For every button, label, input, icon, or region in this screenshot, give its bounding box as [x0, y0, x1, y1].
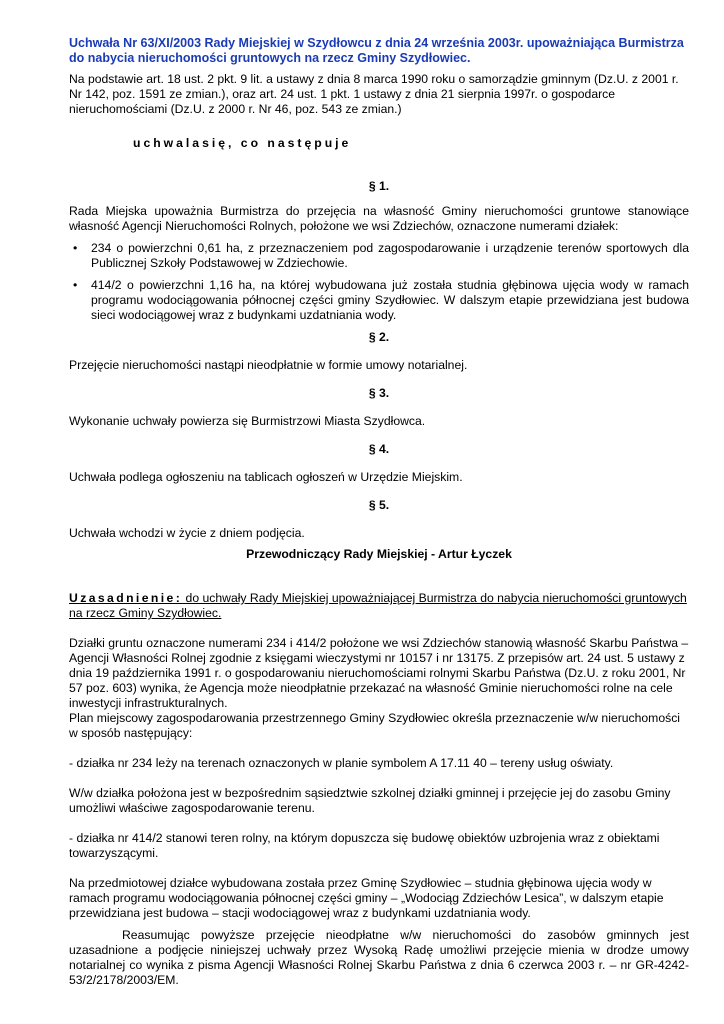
justification-heading	[69, 591, 689, 621]
document-title: Uchwała Nr 63/XI/2003 Rady Miejskiej w Szydłowcu z dnia 24 września 2003r. upoważniająca Burmistrza do nabycia nieruchomości gruntowych na rzecz Gminy Szydłowiec.	[69, 36, 684, 65]
resolves-heading: uchwalasię, co następuje	[133, 136, 352, 150]
section-3-heading: § 3.	[368, 386, 390, 400]
justification-subtitle: do uchwały Rady Miejskiej upoważniającej Burmistrza do nabycia nieruchomości gruntowych na rzecz Gminy Szydłowiec.	[69, 591, 687, 620]
bullet-icon: •	[73, 278, 78, 292]
parcel-list	[69, 241, 689, 323]
section-4-text: Uchwała podlega ogłoszeniu na tablicach ogłoszeń w Urzędzie Miejskim.	[69, 470, 463, 484]
parcel-item-text: 414/2 o powierzchni 1,16 ha, na której wybudowana już została studnia głębinowa ujęcia wody w ramach programu wodociągowania północnej części gminy Szydłowiec. W dalszym etapie przewidziana jest budowa sieci wodociągowej wraz z budynkami uzdatniania wody.	[91, 278, 689, 322]
justification-p5: - działka nr 414/2 stanowi teren rolny, na którym dopuszcza się budowę obiektów uzbrojenia wraz z obiektami towarzyszącymi.	[69, 831, 660, 860]
justification-p3: - działka nr 234 leży na terenach oznaczonych w planie symbolem A 17.11 40 – tereny usług oświaty.	[69, 756, 614, 770]
chairman-signature: Przewodniczący Rady Miejskiej - Artur Łyczek	[246, 547, 512, 561]
section-4-heading: § 4.	[368, 442, 390, 456]
justification-p1: Działki gruntu oznaczone numerami 234 i 414/2 położone we wsi Zdziechów stanowią własność Skarbu Państwa – Agencji Własności Rolnej zgodnie z księgami wieczystymi nr 10157 i nr 13175. Z przepisów art. 24 ust. 5 ustawy z dnia 19 października 1991 r. o gospodarowaniu nieruchomościami rolnymi Skarbu Państwa (Dz.U. z roku 2001, Nr 57 poz. 603) wynika, że Agencja może nieodpłatnie przekazać na własność Gminie nieruchomości rolne na cele inwestycji infrastrukturalnych.	[69, 636, 689, 710]
justification-p6: Na przedmiotowej działce wybudowana została przez Gminę Szydłowiec – studnia głębinowa ujęcia wody w ramach programu wodociągowania północnej części gminy – „Wodociąg Zdziechów Lesica”, w dalszym etapie przewidziana jest budowa – stacji wodociągowej wraz z budynkami uzdatniania wody.	[69, 876, 664, 920]
section-2-heading: § 2.	[368, 330, 390, 344]
section-1-heading: § 1.	[368, 179, 390, 193]
document-page	[69, 36, 689, 988]
parcel-item-text: 234 o powierzchni 0,61 ha, z przeznaczeniem pod zagospodarowanie i urządzenie terenów sportowych dla Publicznej Szkoły Podstawowej w Zdziechowie.	[91, 241, 689, 270]
justification-p7: Reasumując powyższe przejęcie nieodpłatne w/w nieruchomości do zasobów gminnych jest uzasadnione a podjęcie niniejszej uchwały przez Wysoką Radę umożliwi przejęcie mienia w drodze umowy notarialnej co wynika z pisma Agencji Własności Rolnej Skarbu Państwa z dnia 6 czerwca 2003 r. – nr GR-4242-53/2/2178/2003/EM.	[69, 928, 689, 987]
justification-p4: W/w działka położona jest w bezpośrednim sąsiedztwie szkolnej działki gminnej i przejęcie jej do zasobu Gminy umożliwi właściwe zagospodarowanie terenu.	[69, 786, 671, 815]
justification-p2: Plan miejscowy zagospodarowania przestrzennego Gminy Szydłowiec określa przeznaczenie w/w nieruchomości w sposób następujący:	[69, 711, 681, 740]
section-1-text: Rada Miejska upoważnia Burmistrza do przejęcia na własność Gminy nieruchomości gruntowe stanowiące własność Agencji Nieruchomości Rolnych, położone we wsi Zdziechów, oznaczone numerami działek:	[69, 204, 689, 233]
legal-basis: Na podstawie art. 18 ust. 2 pkt. 9 lit. a ustawy z dnia 8 marca 1990 roku o samorządzie gminnym (Dz.U. z 2001 r. Nr 142, poz. 1591 ze zmian.), oraz art. 24 ust. 1 pkt. 1 ustawy z dnia 21 sierpnia 1997r. o gospodarce nieruchomościami (Dz.U. z 2000 r. Nr 46, poz. 543 ze zmian.)	[69, 72, 679, 116]
section-5-heading: § 5.	[368, 498, 390, 512]
justification-label: Uzasadnienie:	[69, 591, 183, 605]
parcel-item-414-2	[69, 278, 689, 323]
section-2-text: Przejęcie nieruchomości nastąpi nieodpłatnie w formie umowy notarialnej.	[69, 358, 468, 372]
section-3-text: Wykonanie uchwały powierza się Burmistrzowi Miasta Szydłowca.	[69, 414, 426, 428]
parcel-item-234	[69, 241, 689, 271]
section-5-text: Uchwała wchodzi w życie z dniem podjęcia.	[69, 526, 305, 540]
bullet-icon: •	[73, 241, 78, 255]
